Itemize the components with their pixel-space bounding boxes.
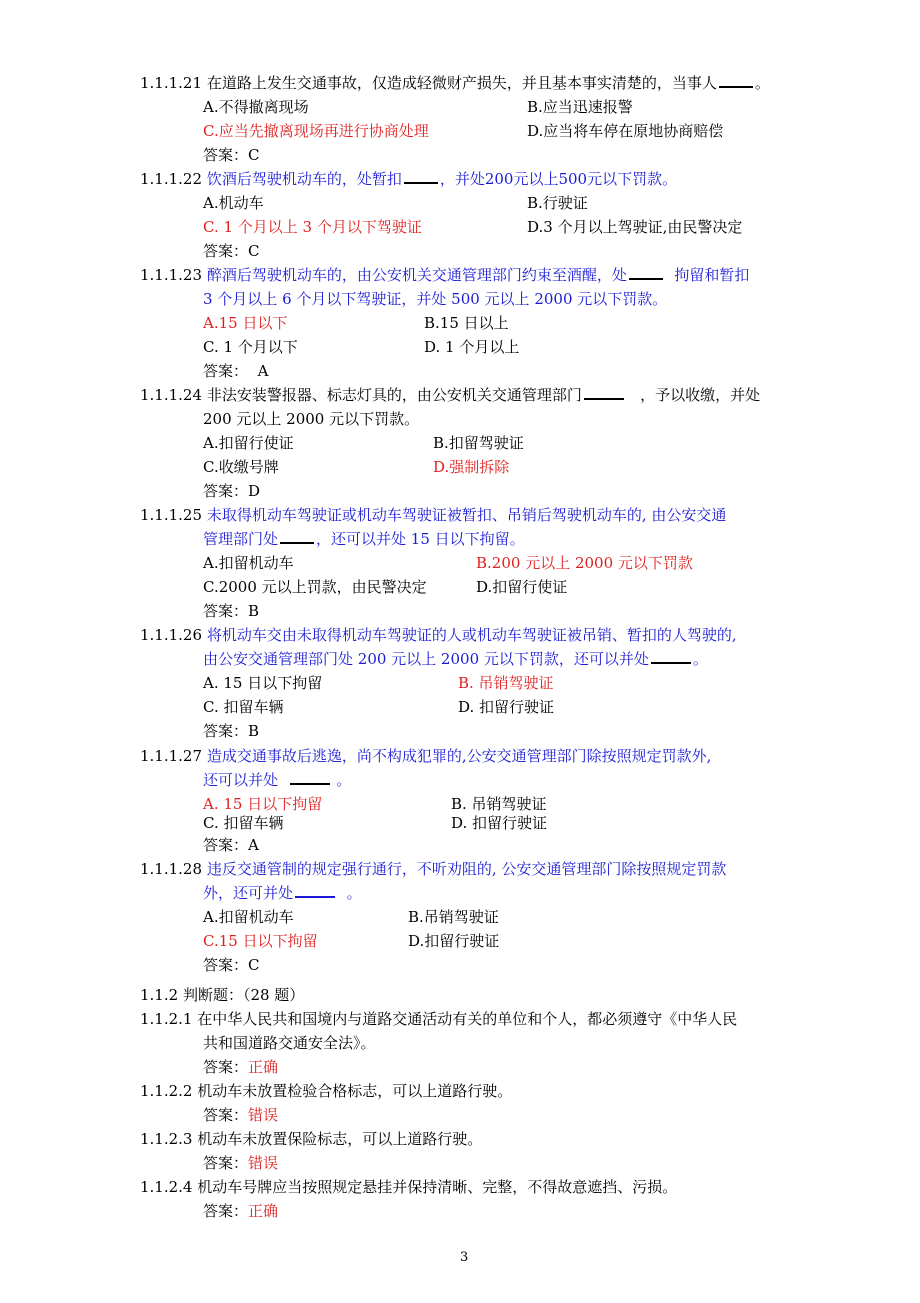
answer-line <box>203 720 259 742</box>
option-c: C. 1 个月以下 <box>203 338 298 356</box>
question-id: 1.1.1.24 <box>140 386 203 404</box>
option-c: C. 扣留车辆 <box>203 698 284 716</box>
question-stem-tail: 。 <box>754 74 770 92</box>
question-1-1-2-4 <box>140 1176 677 1198</box>
question-1-1-1-26 <box>140 624 737 646</box>
option-d: D.3 个月以上驾驶证,由民警决定 <box>527 218 743 236</box>
question-1-1-1-28 <box>140 858 726 880</box>
question-1-1-1-25 <box>140 504 726 526</box>
question-stem-line2-pre: 外，还可并处 <box>203 884 294 902</box>
question-stem-line2: 共和国道路交通安全法》。 <box>203 1034 376 1052</box>
option-c: C.15 日以下拘留 <box>203 932 318 950</box>
question-1-1-2-1 <box>140 1008 737 1030</box>
option-b: B.应当迅速报警 <box>527 98 633 116</box>
option-a: A.扣留行使证 <box>203 434 294 452</box>
option-b: B. 吊销驾驶证 <box>458 674 554 692</box>
answer-line <box>203 144 260 166</box>
answer-label: 答案： <box>203 1058 249 1076</box>
question-stem-tail: ，予以收缴，并处 <box>640 386 761 404</box>
option-c: C.应当先撤离现场再进行协商处理 <box>203 122 429 140</box>
answer-blank <box>295 882 335 898</box>
question-id: 1.1.1.21 <box>140 74 203 92</box>
option-c: C. 1 个月以上 3 个月以下驾驶证 <box>203 218 422 236</box>
question-stem-line2-rest: ，还可以并处 15 日以下拘留。 <box>316 530 525 548</box>
option-d: D. 扣留行驶证 <box>451 814 548 832</box>
answer-line <box>203 360 268 382</box>
answer-line <box>203 1152 278 1174</box>
question-stem-line2 <box>203 769 351 791</box>
question-stem: 机动车号牌应当按照规定悬挂并保持清晰、完整，不得故意遮挡、污损。 <box>197 1178 678 1196</box>
question-id: 1.1.1.25 <box>140 506 203 524</box>
question-stem-line2: 200 元以上 2000 元以下罚款。 <box>203 410 420 428</box>
option-b: B.行驶证 <box>527 194 588 212</box>
answer-label: 答案： <box>203 482 249 500</box>
question-stem-line2 <box>203 882 362 904</box>
question-stem: 饮酒后驾驶机动车的，处暂扣 <box>206 170 402 188</box>
answer-value: A <box>248 836 259 854</box>
question-id: 1.1.1.22 <box>140 170 203 188</box>
answer-line <box>203 240 260 262</box>
question-stem: 机动车未放置保险标志，可以上道路行驶。 <box>197 1130 483 1148</box>
option-b: B.扣留驾驶证 <box>433 434 524 452</box>
option-a: A.扣留机动车 <box>203 554 294 572</box>
answer-value: 正确 <box>248 1202 279 1220</box>
question-stem-tail: 拘留和暂扣 <box>674 266 750 284</box>
option-d: D.强制拆除 <box>433 458 510 476</box>
question-stem: 在道路上发生交通事故，仅造成轻微财产损失，并且基本事实清楚的，当事人 <box>206 74 717 92</box>
answer-label: 答案： <box>203 242 249 260</box>
option-a: A.15 日以下 <box>203 314 288 332</box>
question-id: 1.1.1.26 <box>140 626 203 644</box>
question-1-1-1-24 <box>140 384 760 406</box>
question-stem: 在中华人民共和国境内与道路交通活动有关的单位和个人，都必须遵守《中华人民 <box>197 1010 738 1028</box>
question-1-1-1-21 <box>140 72 770 94</box>
question-id: 1.1.1.28 <box>140 860 203 878</box>
answer-label: 答案： <box>203 722 249 740</box>
question-1-1-1-23 <box>140 264 749 286</box>
question-stem: 将机动车交由未取得机动车驾驶证的人或机动车驾驶证被吊销、暂扣的人驾驶的, <box>206 626 737 644</box>
question-stem: 未取得机动车驾驶证或机动车驾驶证被暂扣、吊销后驾驶机动车的, 由公安交通 <box>206 506 727 524</box>
question-1-1-1-22 <box>140 168 677 190</box>
answer-blank <box>280 528 314 544</box>
answer-blank <box>629 264 663 280</box>
answer-value: B <box>248 602 260 620</box>
answer-line <box>203 600 259 622</box>
option-d: D. 1 个月以上 <box>424 338 520 356</box>
option-d: D.扣留行使证 <box>476 578 568 596</box>
section-id: 1.1.2 <box>140 986 179 1004</box>
question-1-1-2-2 <box>140 1080 512 1102</box>
option-b: B.吊销驾驶证 <box>408 908 499 926</box>
option-d: D. 扣留行驶证 <box>458 698 555 716</box>
answer-value: C <box>248 956 260 974</box>
question-stem-line2-rest: 。 <box>692 650 708 668</box>
question-1-1-1-27 <box>140 745 711 767</box>
question-stem: 违反交通管制的规定强行通行，不听劝阻的, 公安交通管理部门除按照规定罚款 <box>206 860 727 878</box>
answer-label: 答案： <box>203 362 249 380</box>
question-stem-line2-pre: 由公安交通管理部门处 200 元以上 2000 元以下罚款，还可以并处 <box>203 650 649 668</box>
answer-blank <box>719 72 753 88</box>
answer-label: 答案： <box>203 1106 249 1124</box>
option-a: A.不得撤离现场 <box>203 98 309 116</box>
answer-value: 正确 <box>248 1058 279 1076</box>
question-stem-line2: 3 个月以上 6 个月以下驾驶证，并处 500 元以上 2000 元以下罚款。 <box>203 290 668 308</box>
section-heading-true-false <box>140 984 304 1006</box>
answer-label: 答案： <box>203 602 249 620</box>
question-stem: 醉酒后驾驶机动车的，由公安机关交通管理部门约束至酒醒，处 <box>206 266 627 284</box>
option-b: B. 吊销驾驶证 <box>451 795 547 813</box>
page-number: 3 <box>460 1250 469 1265</box>
question-stem-line2-pre: 管理部门处 <box>203 530 279 548</box>
answer-value: C <box>248 146 260 164</box>
answer-blank <box>584 384 624 400</box>
option-a: A. 15 日以下拘留 <box>203 795 323 813</box>
option-c: C. 扣留车辆 <box>203 814 284 832</box>
section-title: 判断题：（28 题） <box>182 986 305 1004</box>
question-stem-line2-rest: 。 <box>346 884 362 902</box>
option-a: A. 15 日以下拘留 <box>203 674 323 692</box>
answer-value: 错误 <box>248 1106 279 1124</box>
question-stem-line2-pre: 还可以并处 <box>203 771 279 789</box>
answer-value: C <box>248 242 260 260</box>
answer-label: 答案： <box>203 1154 249 1172</box>
option-d: D.应当将车停在原地协商赔偿 <box>527 122 724 140</box>
option-c: C.收缴号牌 <box>203 458 279 476</box>
answer-blank <box>404 168 438 184</box>
question-id: 1.1.2.3 <box>140 1130 193 1148</box>
answer-value: D <box>248 482 261 500</box>
answer-value: A <box>257 362 269 380</box>
question-1-1-2-3 <box>140 1128 482 1150</box>
answer-line <box>203 1056 278 1078</box>
answer-value: B <box>248 722 260 740</box>
option-b: B.15 日以上 <box>424 314 509 332</box>
question-stem-line2 <box>203 528 525 550</box>
question-stem-tail: ，并处200元以上500元以下罚款。 <box>439 170 678 188</box>
question-id: 1.1.1.27 <box>140 747 203 765</box>
answer-line <box>203 834 259 856</box>
question-stem: 非法安装警报器、标志灯具的，由公安机关交通管理部门 <box>206 386 582 404</box>
answer-label: 答案： <box>203 1202 249 1220</box>
answer-line <box>203 480 260 502</box>
answer-label: 答案： <box>203 956 249 974</box>
question-id: 1.1.2.2 <box>140 1082 193 1100</box>
answer-blank <box>290 769 330 785</box>
answer-label: 答案： <box>203 146 249 164</box>
question-id: 1.1.2.4 <box>140 1178 193 1196</box>
question-stem-line2-rest: 。 <box>336 771 352 789</box>
option-c: C.2000 元以上罚款，由民警决定 <box>203 578 427 596</box>
answer-line <box>203 954 260 976</box>
option-b: B.200 元以上 2000 元以下罚款 <box>476 554 693 572</box>
question-stem: 造成交通事故后逃逸，尚不构成犯罪的,公安交通管理部门除按照规定罚款外, <box>206 747 712 765</box>
question-stem-line2 <box>203 648 708 670</box>
answer-line <box>203 1200 278 1222</box>
option-a: A.机动车 <box>203 194 264 212</box>
question-id: 1.1.2.1 <box>140 1010 193 1028</box>
option-d: D.扣留行驶证 <box>408 932 500 950</box>
question-id: 1.1.1.23 <box>140 266 203 284</box>
answer-line <box>203 1104 278 1126</box>
answer-label: 答案： <box>203 836 249 854</box>
question-stem: 机动车未放置检验合格标志，可以上道路行驶。 <box>197 1082 513 1100</box>
answer-value: 错误 <box>248 1154 279 1172</box>
option-a: A.扣留机动车 <box>203 908 294 926</box>
answer-blank <box>651 648 691 664</box>
